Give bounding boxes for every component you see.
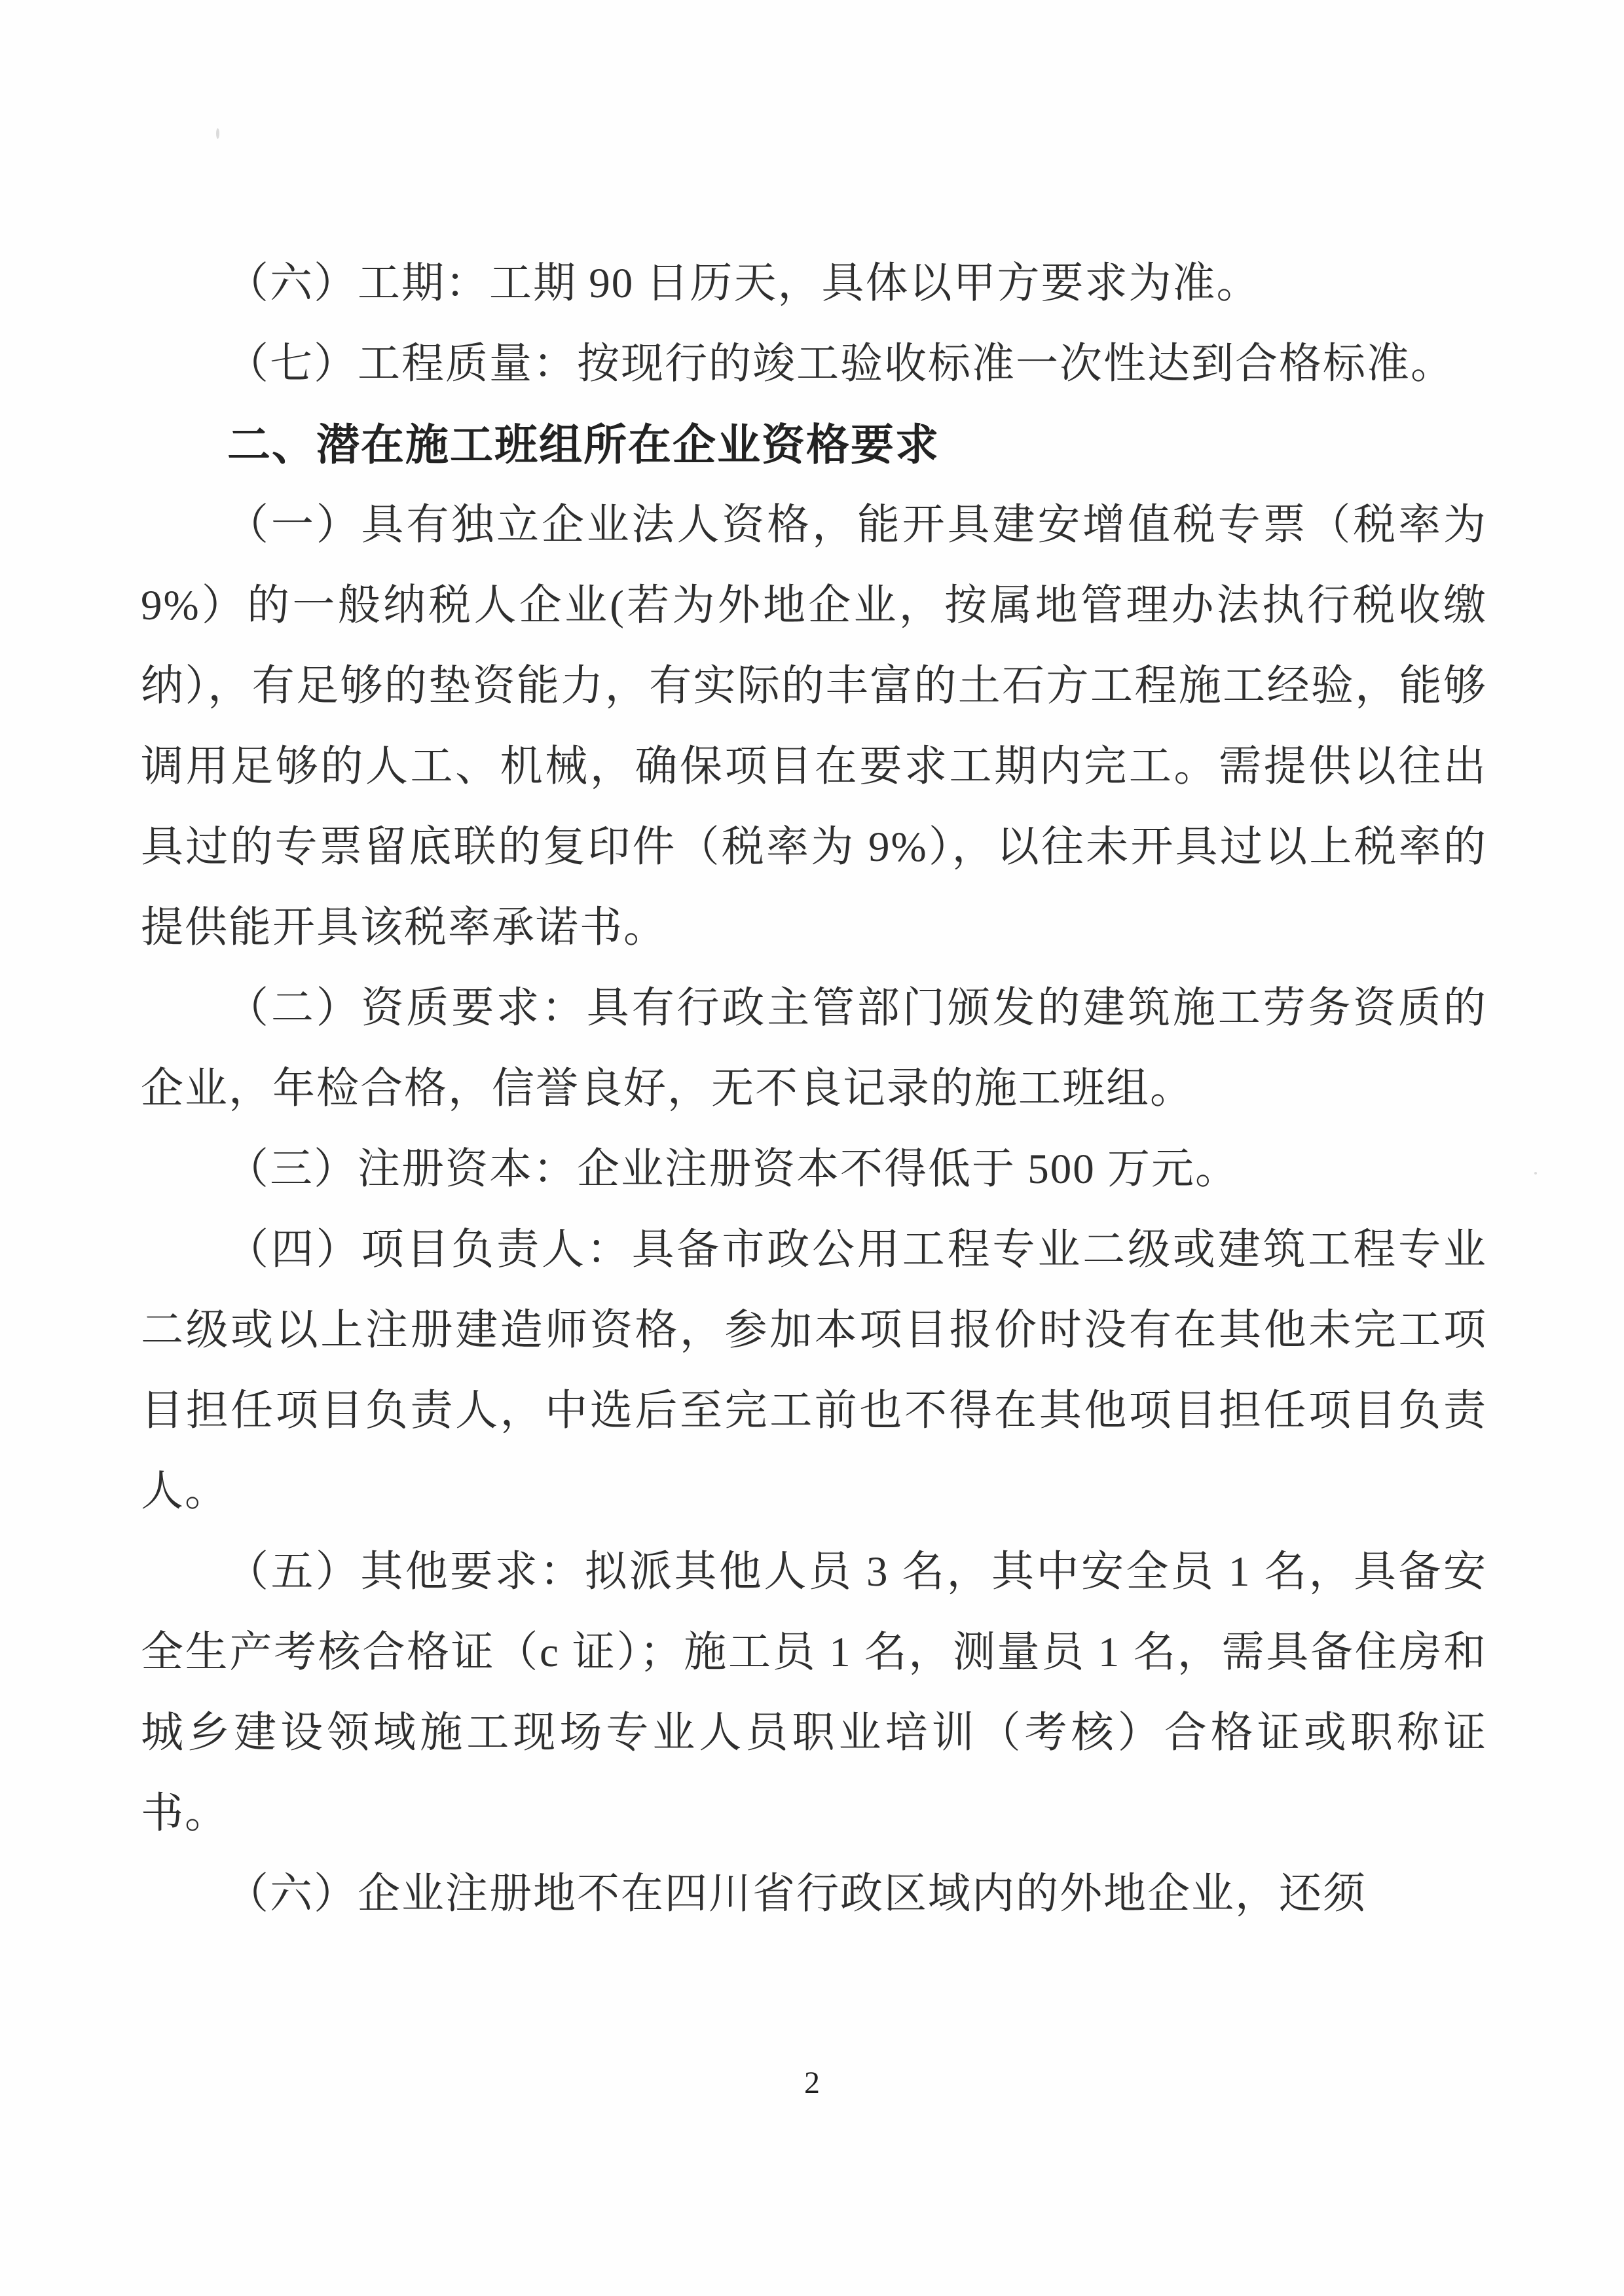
scan-artifact-speck bbox=[216, 128, 219, 139]
paragraph-requirement-3: （三）注册资本：企业注册资本不得低于 500 万元。 bbox=[226, 1146, 1240, 1193]
scan-artifact-speck bbox=[1534, 1172, 1537, 1175]
paragraph-requirement-1: （一）具有独立企业法人资格，能开具建安增值税专票（税率为 9%）的一般纳税人企业(若为外地企业，按属地管理办法执行税收缴纳），有足够的垫资能力，有实际的丰富的土石方工程施工经验，能够调用足够的人工、机械，确保项目在要求工期内完工。需提供以往出具过的专票留底联的复印件（税率为 9%），以往未开具过以上税率的提供能开具该税率承诺书。 bbox=[141, 501, 1487, 951]
paragraph-construction-period: （六）工期：工期 90 日历天，具体以甲方要求为准。 bbox=[226, 260, 1261, 307]
paragraph-requirement-5: （五）其他要求：拟派其他人员 3 名，其中安全员 1 名，具备安全生产考核合格证（c 证）；施工员 1 名，测量员 1 名，需具备住房和城乡建设领域施工现场专业人员职业培训（考核）合格证或职称证书。 bbox=[141, 1548, 1487, 1837]
paragraph-requirement-2: （二）资质要求：具有行政主管部门颁发的建筑施工劳务资质的企业，年检合格，信誉良好，无不良记录的施工班组。 bbox=[141, 985, 1487, 1112]
paragraph-requirement-4: （四）项目负责人：具备市政公用工程专业二级或建筑工程专业二级或以上注册建造师资格，参加本项目报价时没有在其他未完工项目担任项目负责人，中选后至完工前也不得在其他项目担任项目负责人。 bbox=[141, 1226, 1487, 1515]
page-number: 2 bbox=[804, 2066, 820, 2100]
section-heading-qualification-requirements: 二、潜在施工班组所在企业资格要求 bbox=[227, 420, 940, 469]
paragraph-requirement-6: （六）企业注册地不在四川省行政区域内的外地企业，还须 bbox=[226, 1870, 1367, 1918]
paragraph-project-quality: （七）工程质量：按现行的竣工验收标准一次性达到合格标准。 bbox=[226, 340, 1455, 388]
document-body bbox=[141, 244, 1487, 1935]
